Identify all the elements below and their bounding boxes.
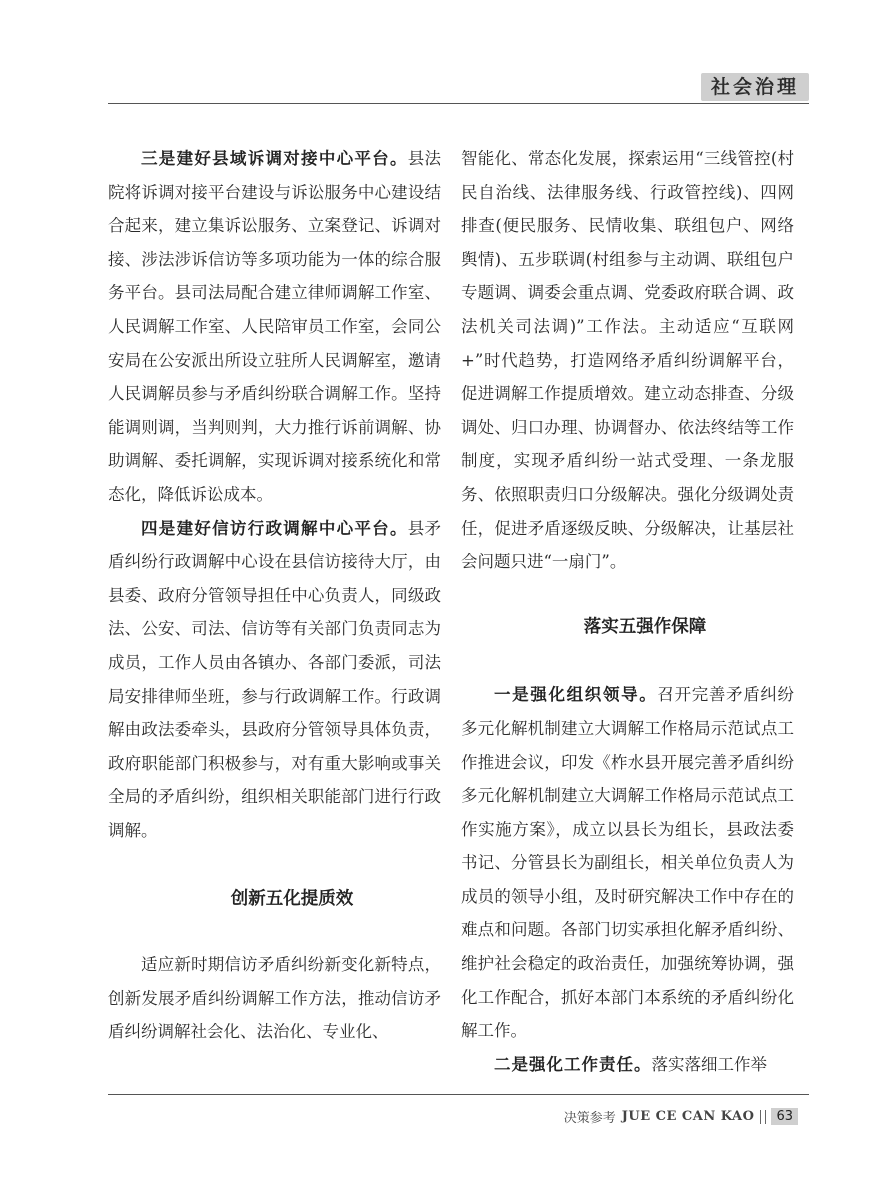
footer-rule	[108, 1094, 809, 1095]
journal-name-cn: 决策参考	[563, 1111, 616, 1126]
journal-name-en: JUE CE CAN KAO	[621, 1109, 755, 1124]
header-rule	[108, 103, 809, 104]
page-number: 63	[771, 1108, 798, 1125]
footer-divider	[765, 1110, 766, 1124]
paragraph	[461, 678, 794, 1048]
paragraph: 智能化、常态化发展，探索运用“三线管控(村民自治线、法律服务线、行政管控线)、四网排查(便民服务、民情收集、联组包户、网络舆情)、五步联调(村组参与主动调、联组包户专题调、调委会重点调、党委政府联合调、政法机关司法调)”工作法。主动适应“互联网+”时代趋势，打造网络矛盾纠纷调解平台，促进调解工作提质增效。建立动态排查、分级调处、归口办理、协调督办、依法终结等工作制度，实现矛盾纠纷一站式受理、一条龙服务、依照职责归口分级解决。强化分级调处责任，促进矛盾逐级反映、分级解决，让基层社会问题只进“一扇门”。	[461, 149, 794, 572]
section-heading: 创新五化提质效	[230, 889, 354, 910]
right-column	[461, 142, 794, 1081]
paragraph-text: 县法院将诉调对接平台建设与诉讼服务中心建设结合起来，建立集诉讼服务、立案登记、诉调对接、涉法涉诉信访等多项功能为一体的综合服务平台。县司法局配合建立律师调解工作室、人民调解工作室、人民陪审员工作室，会同公安局在公安派出所设立驻所人民调解室，邀请人民调解员参与矛盾纠纷联合调解工作。坚持能调则调，当判则判，大力推行诉前调解、协助调解、委托调解，实现诉调对接系统化和常态化，降低诉讼成本。	[108, 149, 441, 504]
paragraph-lead: 一是强化组织领导。	[494, 685, 658, 705]
section-label: 社会治理	[701, 73, 809, 101]
paragraph	[108, 512, 441, 848]
paragraph-lead: 三是建好县域诉调对接中心平台。	[141, 149, 408, 168]
paragraph-text: 县矛盾纠纷行政调解中心设在县信访接待大厅，由县委、政府分管领导担任中心负责人，同级政法、公安、司法、信访等有关部门负责同志为成员，工作人员由各镇办、各部门委派，司法局安排律师坐班，参与行政调解工作。行政调解由政法委牵头，县政府分管领导具体负责，政府职能部门积极参与，对有重大影响或事关全局的矛盾纠纷，组织相关职能部门进行行政调解。	[108, 518, 441, 840]
paragraph-lead: 四是建好信访行政调解中心平台。	[141, 518, 408, 538]
paragraph	[108, 142, 441, 512]
paragraph-lead: 二是强化工作责任。	[494, 1054, 652, 1074]
page-footer	[564, 1107, 798, 1126]
paragraph-text: 召开完善矛盾纠纷多元化解机制建立大调解工作格局示范试点工作推进会议，印发《柞水县开展完善矛盾纠纷多元化解机制建立大调解工作格局示范试点工作实施方案》，成立以县长为组长，县政法委书记、分管县长为副组长，相关单位负责人为成员的领导小组，及时研究解决工作中存在的难点和问题。各部门切实承担化解矛盾纠纷、维护社会稳定的政治责任，加强统筹协调，强化工作配合，抓好本部门本系统的矛盾纠纷化解工作。	[461, 685, 794, 1041]
left-column	[108, 142, 441, 1049]
paragraph	[461, 1048, 794, 1082]
section-heading: 落实五强作保障	[583, 616, 707, 637]
paragraph: 适应新时期信访矛盾纠纷新变化新特点，创新发展矛盾纠纷调解工作方法，推动信访矛盾纠纷调解社会化、法治化、专业化、	[108, 955, 441, 1042]
footer-divider	[760, 1110, 761, 1124]
paragraph-text: 落实落细工作举	[651, 1054, 767, 1074]
